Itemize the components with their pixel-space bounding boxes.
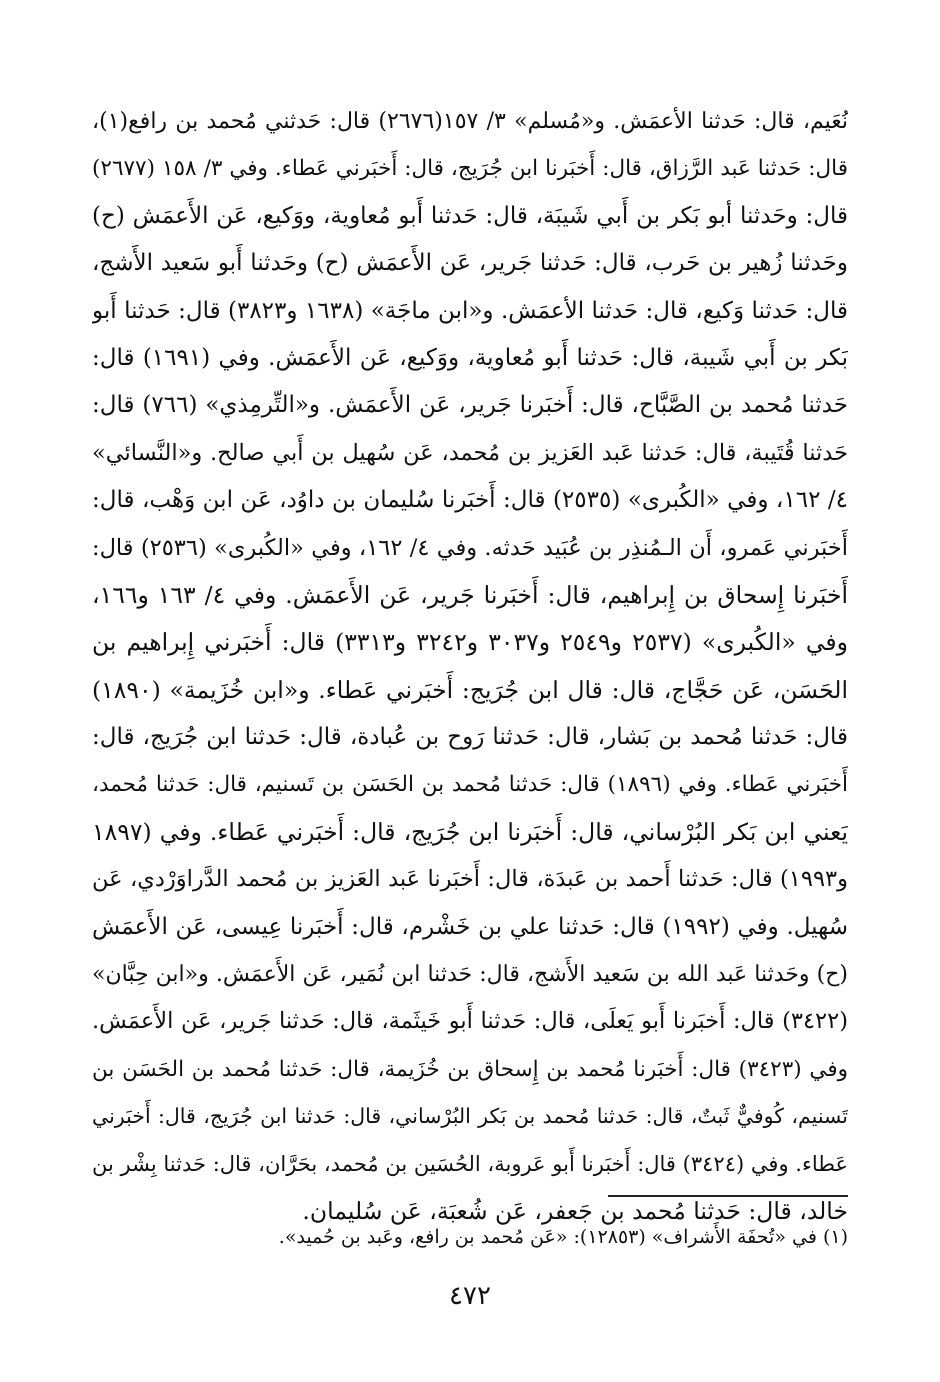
text-line: أَخبَرني عَطاء. وفي (١٨٩٦) قال: حَدثنا مُحمد بن الحَسَن بن تَسنيم، قال: حَدثنا مُحمد، [92, 772, 848, 798]
text-line: ٤/ ١٦٢، وفي «الكُبرى» (٢٥٣٥) قال: أَخبَرنا سُليمان بن داوُد، عَن ابن وَهْب، قال: [92, 487, 848, 514]
text-line: و١٩٩٣) قال: حَدثنا أَحمد بن عَبدَة، قال: أَخبَرنا عَبد العَزيز بن مُحمد الدَّراوَرْدي، عَن [92, 866, 848, 893]
text-line: قال: حَدثنا وَكيع، قال: حَدثنا الأعمَش. و«ابن ماجَة» (١٦٣٨ و٣٨٢٣) قال: حَدثنا أَبو [92, 297, 848, 324]
main-text-block [92, 98, 848, 1235]
text-line: حَدثنا مُحمد بن الصَّبَّاح، قال: أَخبَرنا جَرير، عَن الأَعمَش. و«التِّرمِذي» (٧٦٦) قال: [92, 392, 848, 419]
text-line: سُهيل. وفي (١٩٩٢) قال: حَدثنا علي بن خَشْرم، قال: أَخبَرنا عِيسى، عَن الأَعمَش [92, 913, 848, 940]
text-line: أَخبَرني عَمرو، أَن الـمُنذِر بن عُبَيد حَدثه. وفي ٤/ ١٦٢، وفي «الكُبرى» (٢٥٣٦) قال: [92, 534, 848, 561]
page-number: ٤٧٢ [449, 1281, 491, 1311]
text-line: يَعني ابن بَكر البُرْساني، قال: أَخبَرنا ابن جُرَيج، قال: أَخبَرني عَطاء. وفي (١٨٩٧ [92, 817, 848, 846]
text-line: تَسنيم، كُوفيٌّ ثَبتٌ، قال: حَدثنا مُحمد بن بَكر البُرْساني، قال: حَدثنا ابن جُرَيج، قال: أَخبَرني [92, 1104, 848, 1129]
footnote-divider [608, 1195, 848, 1197]
text-line: نُعَيم، قال: حَدثنا الأعمَش. و«مُسلم» ٣/ ١٥٧(٢٦٧٦) قال: حَدثني مُحمد بن رافع(١)، [92, 109, 848, 134]
text-line: وفي (٣٤٢٣) قال: أَخبَرنا مُحمد بن إِسحاق بن خُزَيمة، قال: حَدثنا مُحمد بن الحَسَن بن [92, 1056, 848, 1082]
text-line: عَطاء. وفي (٣٤٢٤) قال: أَخبَرنا أَبو عَروبة، الحُسَين بن مُحمد، بحَرَّان، قال: حَدثنا بِشْر بن [92, 1151, 848, 1176]
text-line: حَدثنا قُتَيبة، قال: حَدثنا عَبد العَزيز بن مُحمد، عَن سُهيل بن أَبي صالح. و«النَّسائي» [92, 439, 848, 466]
text-line: وفي «الكُبرى» (٢٥٣٧ و٢٥٤٩ و٣٠٣٧ و٣٢٤٢ و٣٣١٣) قال: أَخبَرني إِبراهيم بن [92, 628, 848, 657]
text-line: بَكر بن أَبي شَيبة، قال: حَدثنا أَبو مُعاوية، ووَكيع، عَن الأَعمَش. وفي (١٦٩١) قال: [92, 344, 848, 371]
text-line: قال: حَدثنا عَبد الرَّزاق، قال: أَخبَرنا ابن جُرَيج، قال: أَخبَرني عَطاء. وفي ٣/ ١٥٨ (٢٦٧٧) [92, 156, 848, 182]
footnote: (١) في «تُحفَة الأَشراف» (١٢٨٥٣): «عَن مُحمد بن رافع، وعَبد بن حُميد». [278, 1226, 848, 1248]
text-line: قال: حَدثنا مُحمد بن بَشار، قال: حَدثنا رَوح بن عُبادة، قال: حَدثنا ابن جُرَيج، قال: [92, 724, 848, 751]
text-line: الحَسَن، عَن حَجَّاج، قال: قال ابن جُرَيج: أَخبَرني عَطاء. و«ابن خُزَيمة» (١٨٩٠) [92, 675, 848, 704]
text-line: أَخبَرنا إِسحاق بن إِبراهيم، قال: أَخبَرنا جَرير، عَن الأَعمَش. وفي ٤/ ١٦٣ و١٦٦، [92, 580, 848, 609]
text-line: خالد، قال: حَدثنا مُحمد بن جَعفر، عَن شُعبَة، عَن سُليمان. [302, 1196, 848, 1225]
text-line: (ح) وحَدثنا عَبد الله بن سَعيد الأَشج، قال: حَدثنا ابن نُمَير، عَن الأَعمَش. و«ابن حِبَّان» [92, 962, 848, 988]
text-line: قال: وحَدثنا أبو بَكر بن أَبي شَيبَة، قال: حَدثنا أَبو مُعاوية، ووَكيع، عَن الأَعمَش (ح) [92, 202, 848, 229]
text-line: (٣٤٢٢) قال: أَخبَرنا أَبو يَعلَى، قال: حَدثنا أَبو خَيثَمة، قال: حَدثنا جَرير، عَن الأَعمَش. [92, 1008, 848, 1035]
text-line: وحَدثنا زُهير بن حَرب، قال: حَدثنا جَرير، عَن الأَعمَش (ح) وحَدثنا أَبو سَعيد الأَشج، [92, 250, 848, 277]
